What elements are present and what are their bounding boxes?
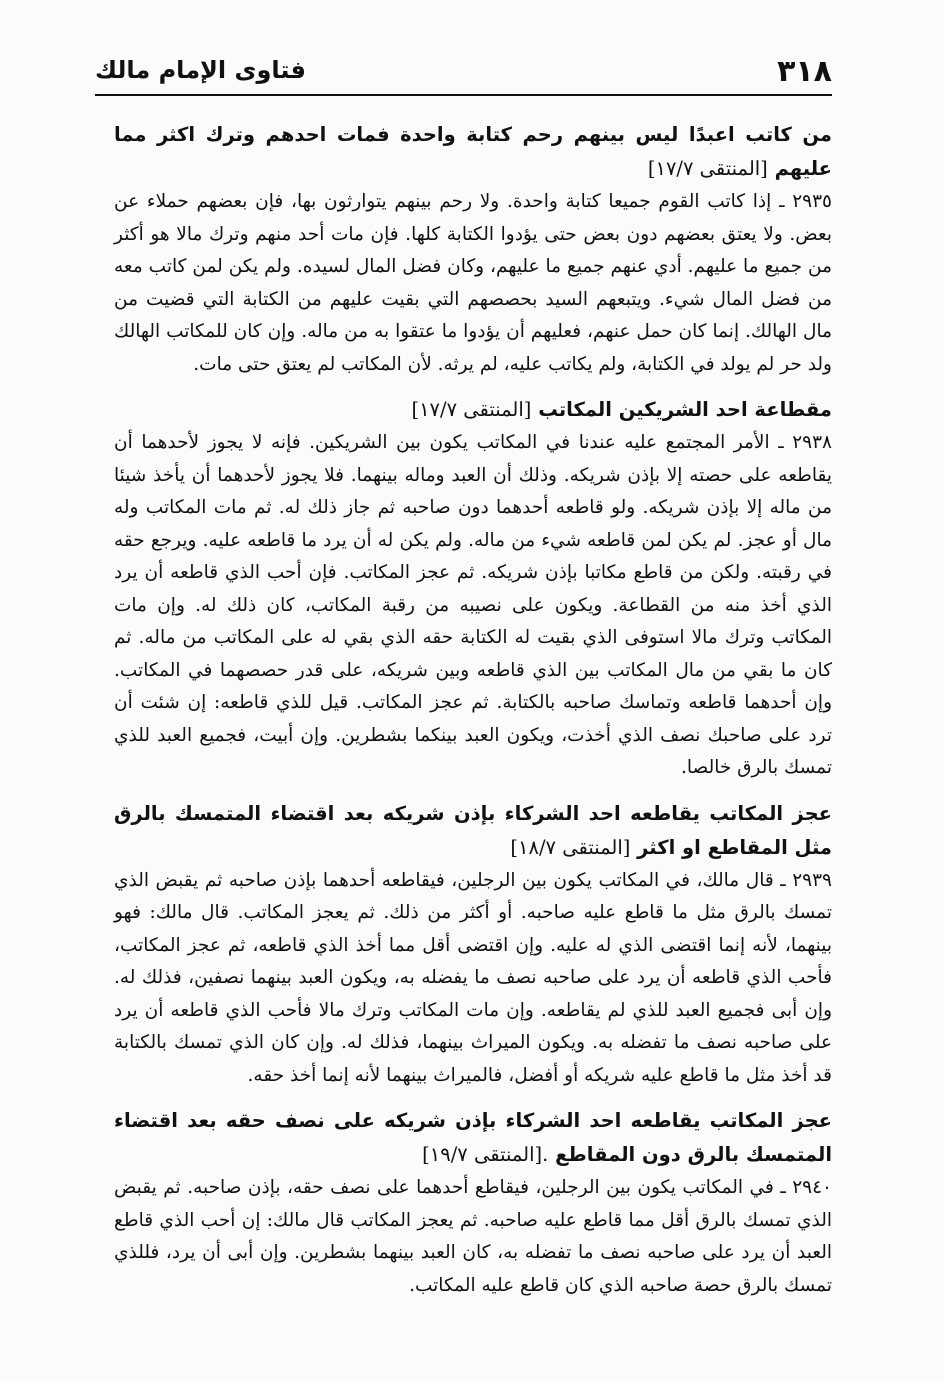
entry-2935	[114, 118, 832, 381]
entry-heading-text: من كاتب اعبدًا ليس بينهم رحم كتابة واحدة فمات احدهم وترك اكثر مما عليهم	[114, 123, 832, 180]
entry-paragraph	[114, 186, 832, 381]
entry-heading	[114, 797, 832, 865]
entry-heading-text: مقطاعة احد الشريكين المكاتب	[538, 398, 832, 421]
entry-paragraph	[114, 865, 832, 1093]
entry-2939	[114, 797, 832, 1093]
page-header	[95, 48, 832, 96]
entry-heading	[114, 1104, 832, 1172]
source-reference: .[المنتقى ١٩/٧]	[422, 1143, 549, 1166]
fatwa-number: ٢٩٣٥ ـ	[779, 191, 832, 212]
fatwa-text: في المكاتب يكون بين الرجلين، فيقاطع أحدهما على نصف حقه، بإذن صاحبه. ثم يقبض الذي تمسك بالرق أقل مما قاطع عليه صاحبه. ثم يعجز المكاتب قال مالك: إن أحب الذي قاطع العبد أن يرد على صاحبه نصف ما تفضله به، كان العبد بينهما بشطرين. وإن أبى أن يرد، فللذي تمسك بالرق حصة صاحبه الذي كان قاطع عليه المكاتب.	[114, 1177, 832, 1296]
entry-paragraph	[114, 1172, 832, 1302]
page-number: ٣١٨	[777, 54, 832, 89]
entry-2938	[114, 393, 832, 785]
entry-paragraph	[114, 427, 832, 785]
entry-heading-text: عجز المكاتب يقاطعه احد الشركاء بإذن شريكه على نصف حقه بعد اقتضاء المتمسك بالرق دون المقاطع	[114, 1109, 832, 1166]
fatwa-number: ٢٩٣٨ ـ	[778, 432, 832, 453]
source-reference: [المنتقى ١٧/٧]	[647, 157, 768, 180]
entry-heading-text: عجز المكاتب يقاطعه احد الشركاء بإذن شريكه بعد اقتضاء المتمسك بالرق مثل المقاطع او اكثر	[114, 801, 832, 859]
running-title: فتاوى الإمام مالك	[95, 56, 306, 84]
fatwa-number: ٢٩٣٩ ـ	[780, 869, 832, 891]
fatwa-text: الأمر المجتمع عليه عندنا في المكاتب يكون بين الشريكين. فإنه لا يجوز لأحدهما أن يقاطعه على حصته إلا بإذن شريكه. وذلك أن العبد وماله بينهما. فلا يجوز لأحدهما أن يأخذ شيئا من ماله إلا بإذن شريكه. ولو قاطعه أحدهما دون صاحبه ثم جاز ذلك له. ثم مات المكاتب وله مال أو عجز. لم يكن لمن قاطعه شيء من ماله. ولم يكن له أن يرد ما قاطعه عليه. ويرجع حقه في رقبته. ولكن من قاطع مكاتبا بإذن شريكه. ثم عجز المكاتب. فإن أحب الذي قاطعه أن يرد الذي أخذ منه من القطاعة. ويكون على نصيبه من رقبة المكاتب، كان ذلك له. وإن مات المكاتب وترك مالا استوفى الذي بقيت له الكتابة حقه الذي بقي له على المكاتب من ماله. ثم كان ما بقي من مال المكاتب بين الذي قاطعه وبين شريكه، على قدر حصصهما في المكاتب. وإن أحدهما قاطعه وتماسك صاحبه بالكتابة. ثم عجز المكاتب. قيل للذي قاطعه: إن شئت أن ترد على صاحبك نصف الذي أخذت، ويكون العبد بينكما بشطرين. وإن أبيت، فجميع العبد للذي تمسك بالرق خالصا.	[114, 432, 832, 778]
source-reference: [المنتقى ١٧/٧]	[411, 398, 532, 421]
fatwa-number: ٢٩٤٠ ـ	[780, 1177, 832, 1198]
fatwa-text: إذا كاتب القوم جميعا كتابة واحدة. ولا رحم بينهم يتوارثون بها، فإن بعضهم حملاء عن بعض. ولا يعتق بعضهم دون بعض حتى يؤدوا الكتابة كلها. فإن مات أحد منهم وترك مالا هو أكثر من جميع ما عليهم. أدي عنهم جميع ما عليهم، وكان فضل المال لسيده. ولم يكن لمن كاتب معه من فضل المال شيء. ويتبعهم السيد بحصصهم التي بقيت عليهم من الكتابة التي قضيت من مال الهالك. إنما كان حمل عنهم، فعليهم أن يؤدوا ما عتقوا به من ماله. وإن كان للمكاتب الهالك ولد حر لم يولد في الكتابة، ولم يكاتب عليه، لم يرثه. لأن المكاتب لم يعتق حتى مات.	[114, 191, 832, 375]
entry-2940	[114, 1104, 832, 1302]
page-content	[114, 118, 832, 1314]
entry-heading	[114, 393, 832, 427]
entry-heading	[114, 118, 832, 186]
fatwa-text: قال مالك، في المكاتب يكون بين الرجلين، فيقاطعه أحدهما بإذن صاحبه ثم يقبض الذي تمسك بالرق مثل ما قاطع عليه صاحبه. أو أكثر من ذلك. ثم يعجز المكاتب. قال مالك: فهو بينهما، لأنه إنما اقتضى الذي له عليه. وإن اقتضى أقل مما أخذ الذي قاطعه، ثم عجز المكاتب، فأحب الذي قاطعه أن يرد على صاحبه نصف ما يفضله به، ويكون العبد بينهما نصفين، فذلك له. وإن أبى فجميع العبد للذي لم يقاطعه. وإن مات المكاتب وترك مالا فأحب الذي قاطعه أن يرد على صاحبه نصف ما تفضله به. ويكون الميراث بينهما، فذلك له. وإن كان الذي تمسك بالكتابة قد أخذ مثل ما قاطع عليه شريكه أو أفضل، فالميراث بينهما لأنه إنما أخذ حقه.	[114, 869, 832, 1086]
source-reference: [المنتقى ١٨/٧]	[510, 835, 631, 859]
